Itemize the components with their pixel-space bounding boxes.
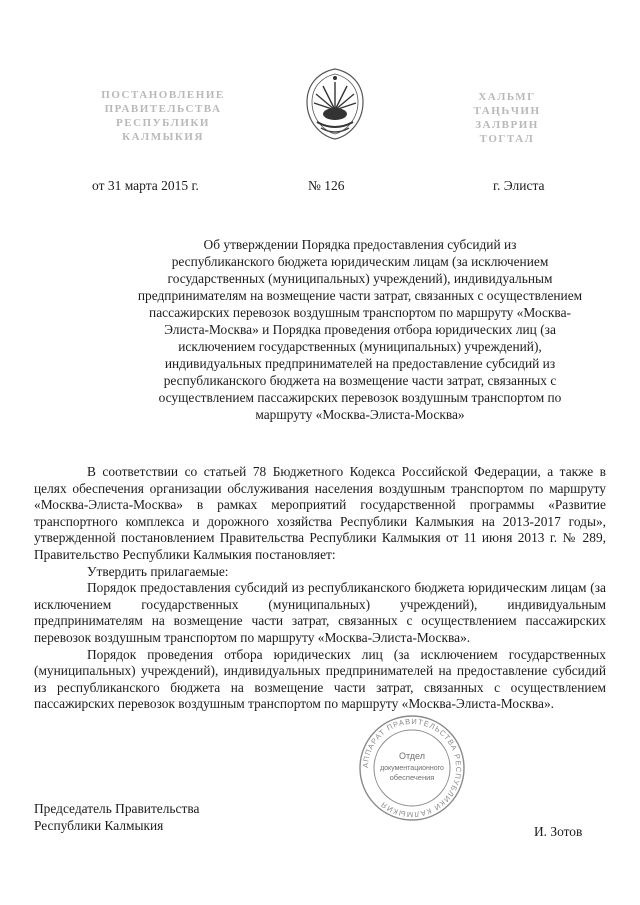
stamp-line-2: документационного xyxy=(380,765,444,772)
document-date: от 31 марта 2015 г. xyxy=(92,178,199,193)
title-line: осуществлением пассажирских перевозок воздушным транспортом по xyxy=(158,390,562,405)
letterhead-right-line: ЗАЛВРИН xyxy=(475,119,539,131)
title-line: республиканского бюджета на возмещение части затрат, связанных с xyxy=(163,373,557,388)
letterhead-left-line: ПОСТАНОВЛЕНИЕ xyxy=(101,89,225,101)
signature-position-line-2: Республики Калмыкия xyxy=(34,818,164,833)
document-title xyxy=(112,236,608,423)
document-city: г. Элиста xyxy=(493,178,545,193)
letterhead-right-line: ТОГТАЛ xyxy=(479,133,535,145)
letterhead-right-line: ТАҢҺЧИН xyxy=(473,105,541,117)
title-line: маршруту «Москва-Элиста-Москва» xyxy=(255,407,465,422)
title-line: индивидуальных предпринимателей на предоставление субсидий из xyxy=(164,356,556,371)
letterhead-right-line: ХАЛЬМГ xyxy=(478,91,536,103)
body-paragraph-order-subsidies: Порядок предоставления субсидий из республиканского бюджета юридическим лицам (за исключением государственных (муниципальных) учреждений), индивидуальным предпринимателям на возмещение части затрат, связанных с осуществлением пассажирских перевозок воздушным транспортом по маршруту «Москва-Элиста-Москва». xyxy=(34,580,606,645)
stamp-line-3: обеспечения xyxy=(389,773,435,782)
body-paragraph-preamble: В соответствии со статьей 78 Бюджетного Кодекса Российской Федерации, а также в целях обеспечения организации обслуживания населения воздушным транспортом по маршруту «Москва-Элиста-Москва» в рамках мероприятий государственной программы «Развитие транспортного комплекса и дорожного хозяйства Республики Калмыкия на 2013-2017 годы», утвержденной постановлением Правительства Республики Калмыкия от 11 июня 2013 г. № 289, Правительство Республики Калмыкия постановляет: xyxy=(34,464,606,562)
signature-position xyxy=(34,800,199,834)
title-line: государственных (муниципальных) учреждений), индивидуальным xyxy=(167,271,553,286)
title-line: пассажирских перевозок воздушным транспортом по маршруту «Москва- xyxy=(149,305,571,320)
stamp-line-1: Отдел xyxy=(398,751,426,761)
title-line: исключением государственных (муниципальных) учреждений), xyxy=(178,339,542,354)
document-number: № 126 xyxy=(308,178,345,193)
signature-name: И. Зотов xyxy=(534,824,583,839)
letterhead-left xyxy=(88,88,238,144)
letterhead-right xyxy=(452,90,562,146)
stamp-ring-text: АППАРАТ ПРАВИТЕЛЬСТВА РЕСПУБЛИКИ КАЛМЫКИЯ xyxy=(360,716,464,820)
body-paragraph-approve: Утвердить прилагаемые: xyxy=(87,563,229,579)
title-line: Об утверждении Порядка предоставления субсидий из xyxy=(203,237,517,252)
title-line: республиканского бюджета юридическим лицам (за исключением xyxy=(171,254,549,269)
coat-of-arms-icon xyxy=(301,66,369,142)
letterhead-left-line: ПРАВИТЕЛЬСТВА xyxy=(104,103,222,115)
letterhead-left-line: РЕСПУБЛИКИ xyxy=(116,117,210,129)
signature-position-line-1: Председатель Правительства xyxy=(34,801,200,816)
stamp-seal xyxy=(356,712,468,824)
letterhead-left-line: КАЛМЫКИЯ xyxy=(122,131,204,143)
body-paragraph-order-selection: Порядок проведения отбора юридических лиц (за исключением государственных (муниципальных) учреждений), индивидуальных предпринимателей на предоставление субсидий из республиканского бюджета на возмещение части затрат, связанных с осуществлением пассажирских перевозок воздушным транспортом по маршруту «Москва-Элиста-Москва». xyxy=(34,646,606,712)
title-line: предпринимателям на возмещение части затрат, связанных с осуществлением xyxy=(137,288,583,303)
title-line: Элиста-Москва» и Порядка проведения отбора юридических лиц (за xyxy=(164,322,556,337)
document-body xyxy=(34,464,606,713)
